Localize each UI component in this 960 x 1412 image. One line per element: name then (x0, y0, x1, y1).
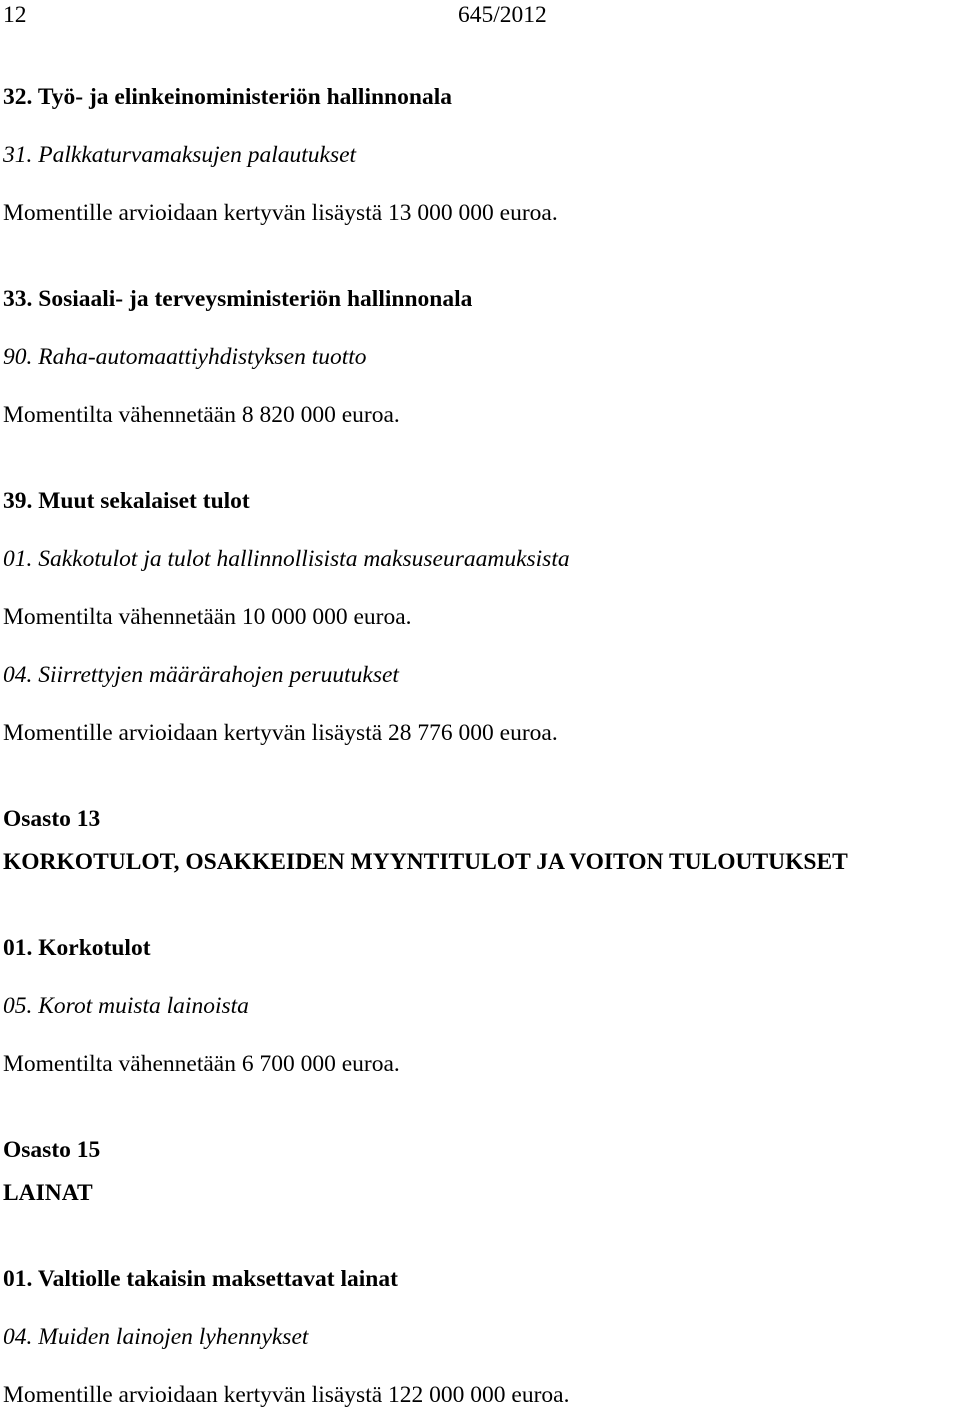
item-text-01: Momentilta vähennetään 10 000 000 euroa. (3, 604, 412, 630)
osasto-13-title: KORKOTULOT, OSAKKEIDEN MYYNTITULOT JA VOITON TULOUTUKSET (3, 849, 848, 875)
page-number: 12 (3, 2, 27, 28)
item-text-90: Momentilta vähennetään 8 820 000 euroa. (3, 402, 400, 428)
section-heading-32: 32. Työ- ja elinkeinoministeriön hallinnonala (3, 84, 452, 110)
item-title-05: 05. Korot muista lainoista (3, 993, 249, 1019)
item-text-04: Momentille arvioidaan kertyvän lisäystä 28 776 000 euroa. (3, 720, 558, 746)
section-heading-lainat: 01. Valtiolle takaisin maksettavat lainat (3, 1266, 398, 1292)
item-text-31: Momentille arvioidaan kertyvän lisäystä 13 000 000 euroa. (3, 200, 558, 226)
item-title-31: 31. Palkkaturvamaksujen palautukset (3, 142, 357, 168)
item-title-04-lainat: 04. Muiden lainojen lyhennykset (3, 1324, 309, 1350)
osasto-13-label: Osasto 13 (3, 806, 101, 832)
item-title-01: 01. Sakkotulot ja tulot hallinnollisista maksuseuraamuksista (3, 546, 570, 572)
section-heading-39: 39. Muut sekalaiset tulot (3, 488, 250, 514)
osasto-15-label: Osasto 15 (3, 1137, 101, 1163)
item-text-05: Momentilta vähennetään 6 700 000 euroa. (3, 1051, 400, 1077)
osasto-15-title: LAINAT (3, 1180, 93, 1206)
section-heading-33: 33. Sosiaali- ja terveysministeriön hallinnonala (3, 286, 473, 312)
item-title-04: 04. Siirrettyjen määrärahojen peruutukset (3, 662, 399, 688)
section-heading-korkotulot: 01. Korkotulot (3, 935, 151, 961)
item-text-04-lainat: Momentille arvioidaan kertyvän lisäystä 122 000 000 euroa. (3, 1382, 570, 1408)
item-title-90: 90. Raha-automaattiyhdistyksen tuotto (3, 344, 367, 370)
document-reference: 645/2012 (458, 2, 547, 28)
